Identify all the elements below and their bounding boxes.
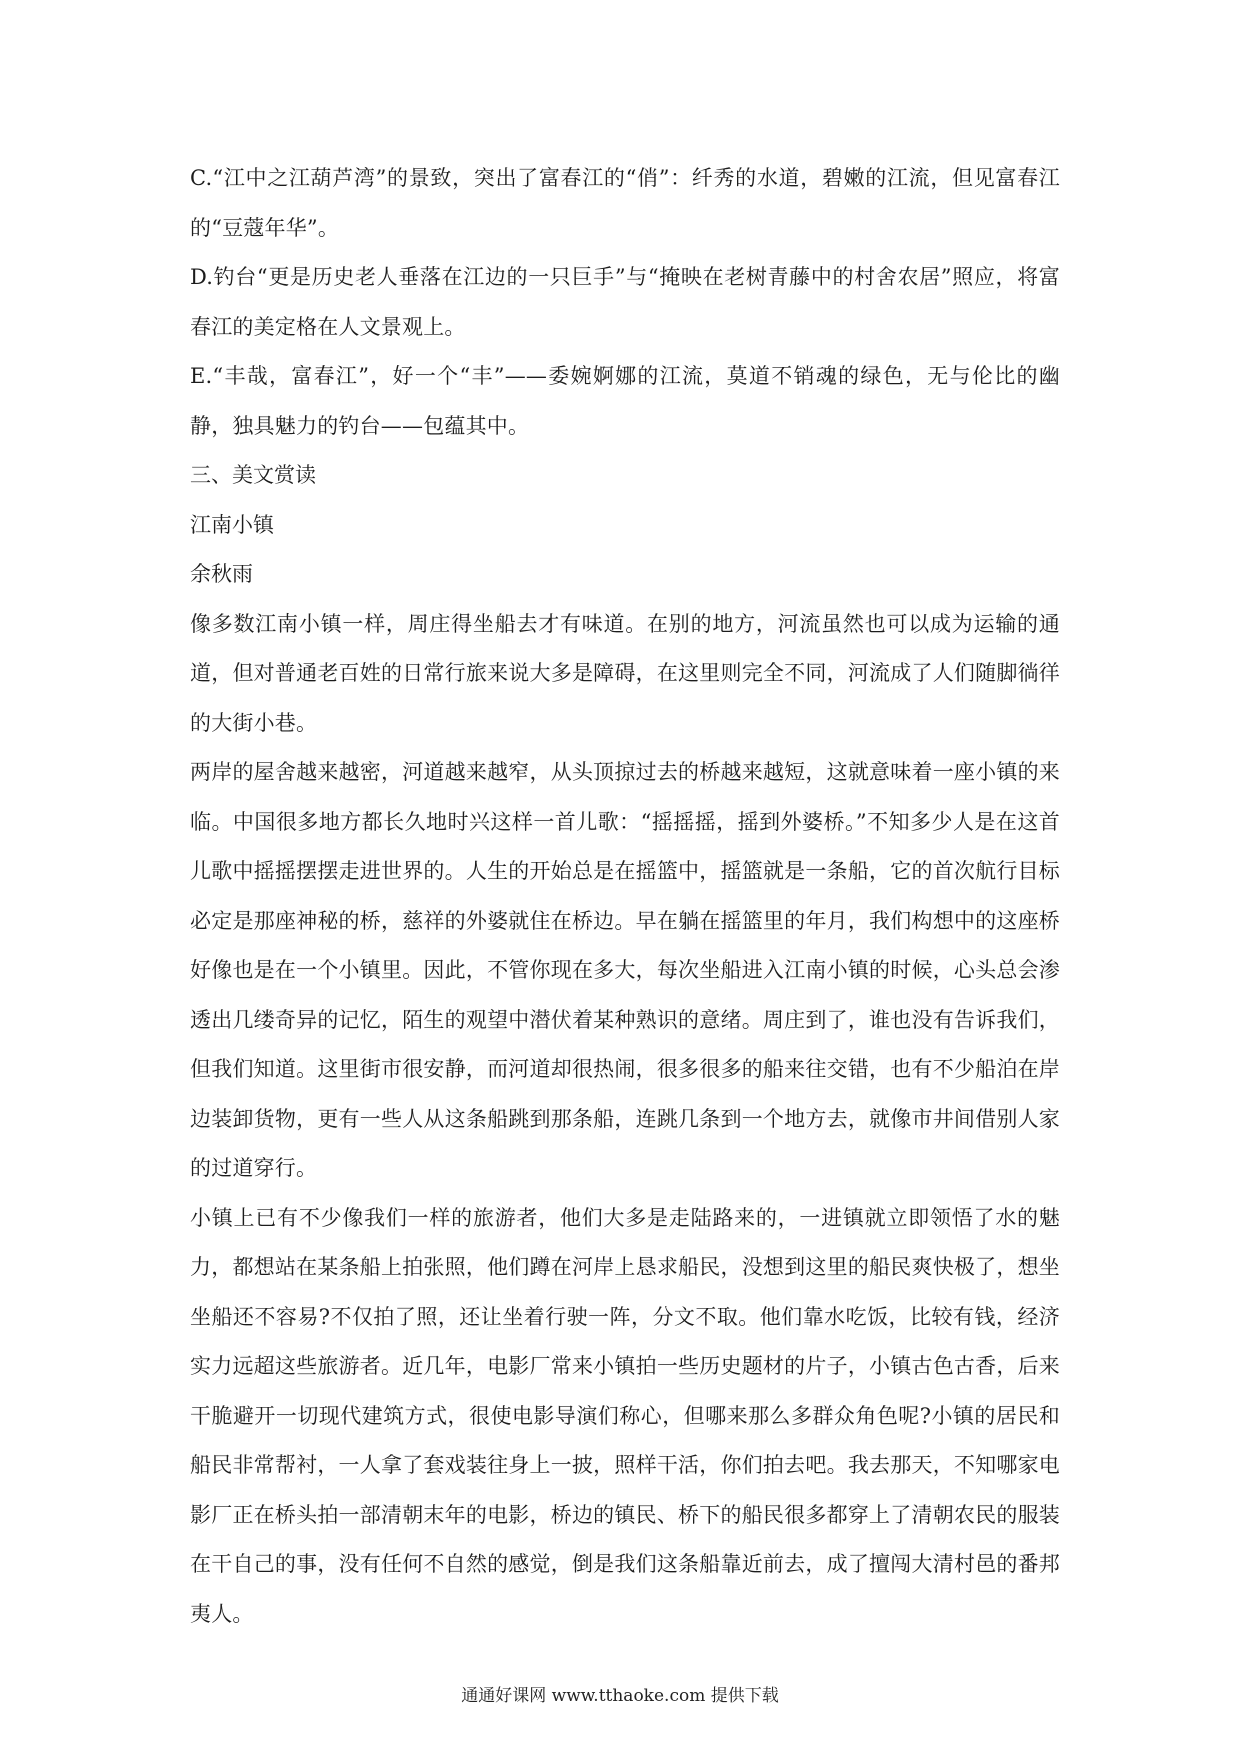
- page-footer: 通通好课网 www.tthaoke.com 提供下载: [461, 1686, 779, 1706]
- body-paragraph-3: 小镇上已有不少像我们一样的旅游者，他们大多是走陆路来的，一进镇就立即领悟了水的魅力，都想站在某条船上拍张照，他们蹲在河岸上恳求船民，没想到这里的船民爽快极了，想坐坐船还不容易?不仅拍了照，还让坐着行驶一阵，分文不取。他们靠水吃饭，比较有钱，经济实力远超这些旅游者。近几年，电影厂常来小镇拍一些历史题材的片子，小镇古色古香，后来干脆避开一切现代建筑方式，很使电影导演们称心，但哪来那么多群众角色呢?小镇的居民和船民非常帮衬，一人拿了套戏装往身上一披，照样干活，你们拍去吧。我去那天，不知哪家电影厂正在桥头拍一部清朝末年的电影，桥边的镇民、桥下的船民很多都穿上了清朝农民的服装在干自己的事，没有任何不自然的感觉，倒是我们这条船靠近前去，成了擅闯大清村邑的番邦夷人。: [190, 1205, 1060, 1626]
- section-heading: 三、美文赏读: [190, 463, 316, 487]
- body-paragraph-2: 两岸的屋舍越来越密，河道越来越窄，从头顶掠过去的桥越来越短，这就意味着一座小镇的来临。中国很多地方都长久地时兴这样一首儿歌：“摇摇摇，摇到外婆桥。”不知多少人是在这首儿歌中摇摇摆摆走进世界的。人生的开始总是在摇篮中，摇篮就是一条船，它的首次航行目标必定是那座神秘的桥，慈祥的外婆就住在桥边。早在躺在摇篮里的年月，我们构想中的这座桥好像也是在一个小镇里。因此，不管你现在多大，每次坐船进入江南小镇的时候，心头总会渗透出几缕奇异的记忆，陌生的观望中潜伏着某种熟识的意绪。周庄到了，谁也没有告诉我们，但我们知道。这里街市很安静，而河道却很热闹，很多很多的船来往交错，也有不少船泊在岸边装卸货物，更有一些人从这条船跳到那条船，连跳几条到一个地方去，就像市井间借别人家的过道穿行。: [190, 760, 1060, 1180]
- article-title: 江南小镇: [190, 512, 274, 537]
- body-paragraph-1: 像多数江南小镇一样，周庄得坐船去才有味道。在别的地方，河流虽然也可以成为运输的通道，但对普通老百姓的日常行旅来说大多是障碍，在这里则完全不同，河流成了人们随脚徜徉的大街小巷。: [190, 611, 1060, 735]
- option-e: E.“丰哉，富春江”，好一个“丰”——委婉婀娜的江流，莫道不销魂的绿色，无与伦比的幽静，独具魅力的钓台——包蕴其中。: [190, 364, 1060, 438]
- option-d: D.钓台“更是历史老人垂落在江边的一只巨手”与“掩映在老树青藤中的村舍农居”照应，将富春江的美定格在人文景观上。: [190, 265, 1060, 339]
- page-content: [190, 154, 1060, 1639]
- article-author: 余秋雨: [190, 562, 253, 586]
- option-c: C.“江中之江葫芦湾”的景致，突出了富春江的“俏”：纤秀的水道，碧嫩的江流，但见富春江的“豆蔻年华”。: [190, 166, 1060, 240]
